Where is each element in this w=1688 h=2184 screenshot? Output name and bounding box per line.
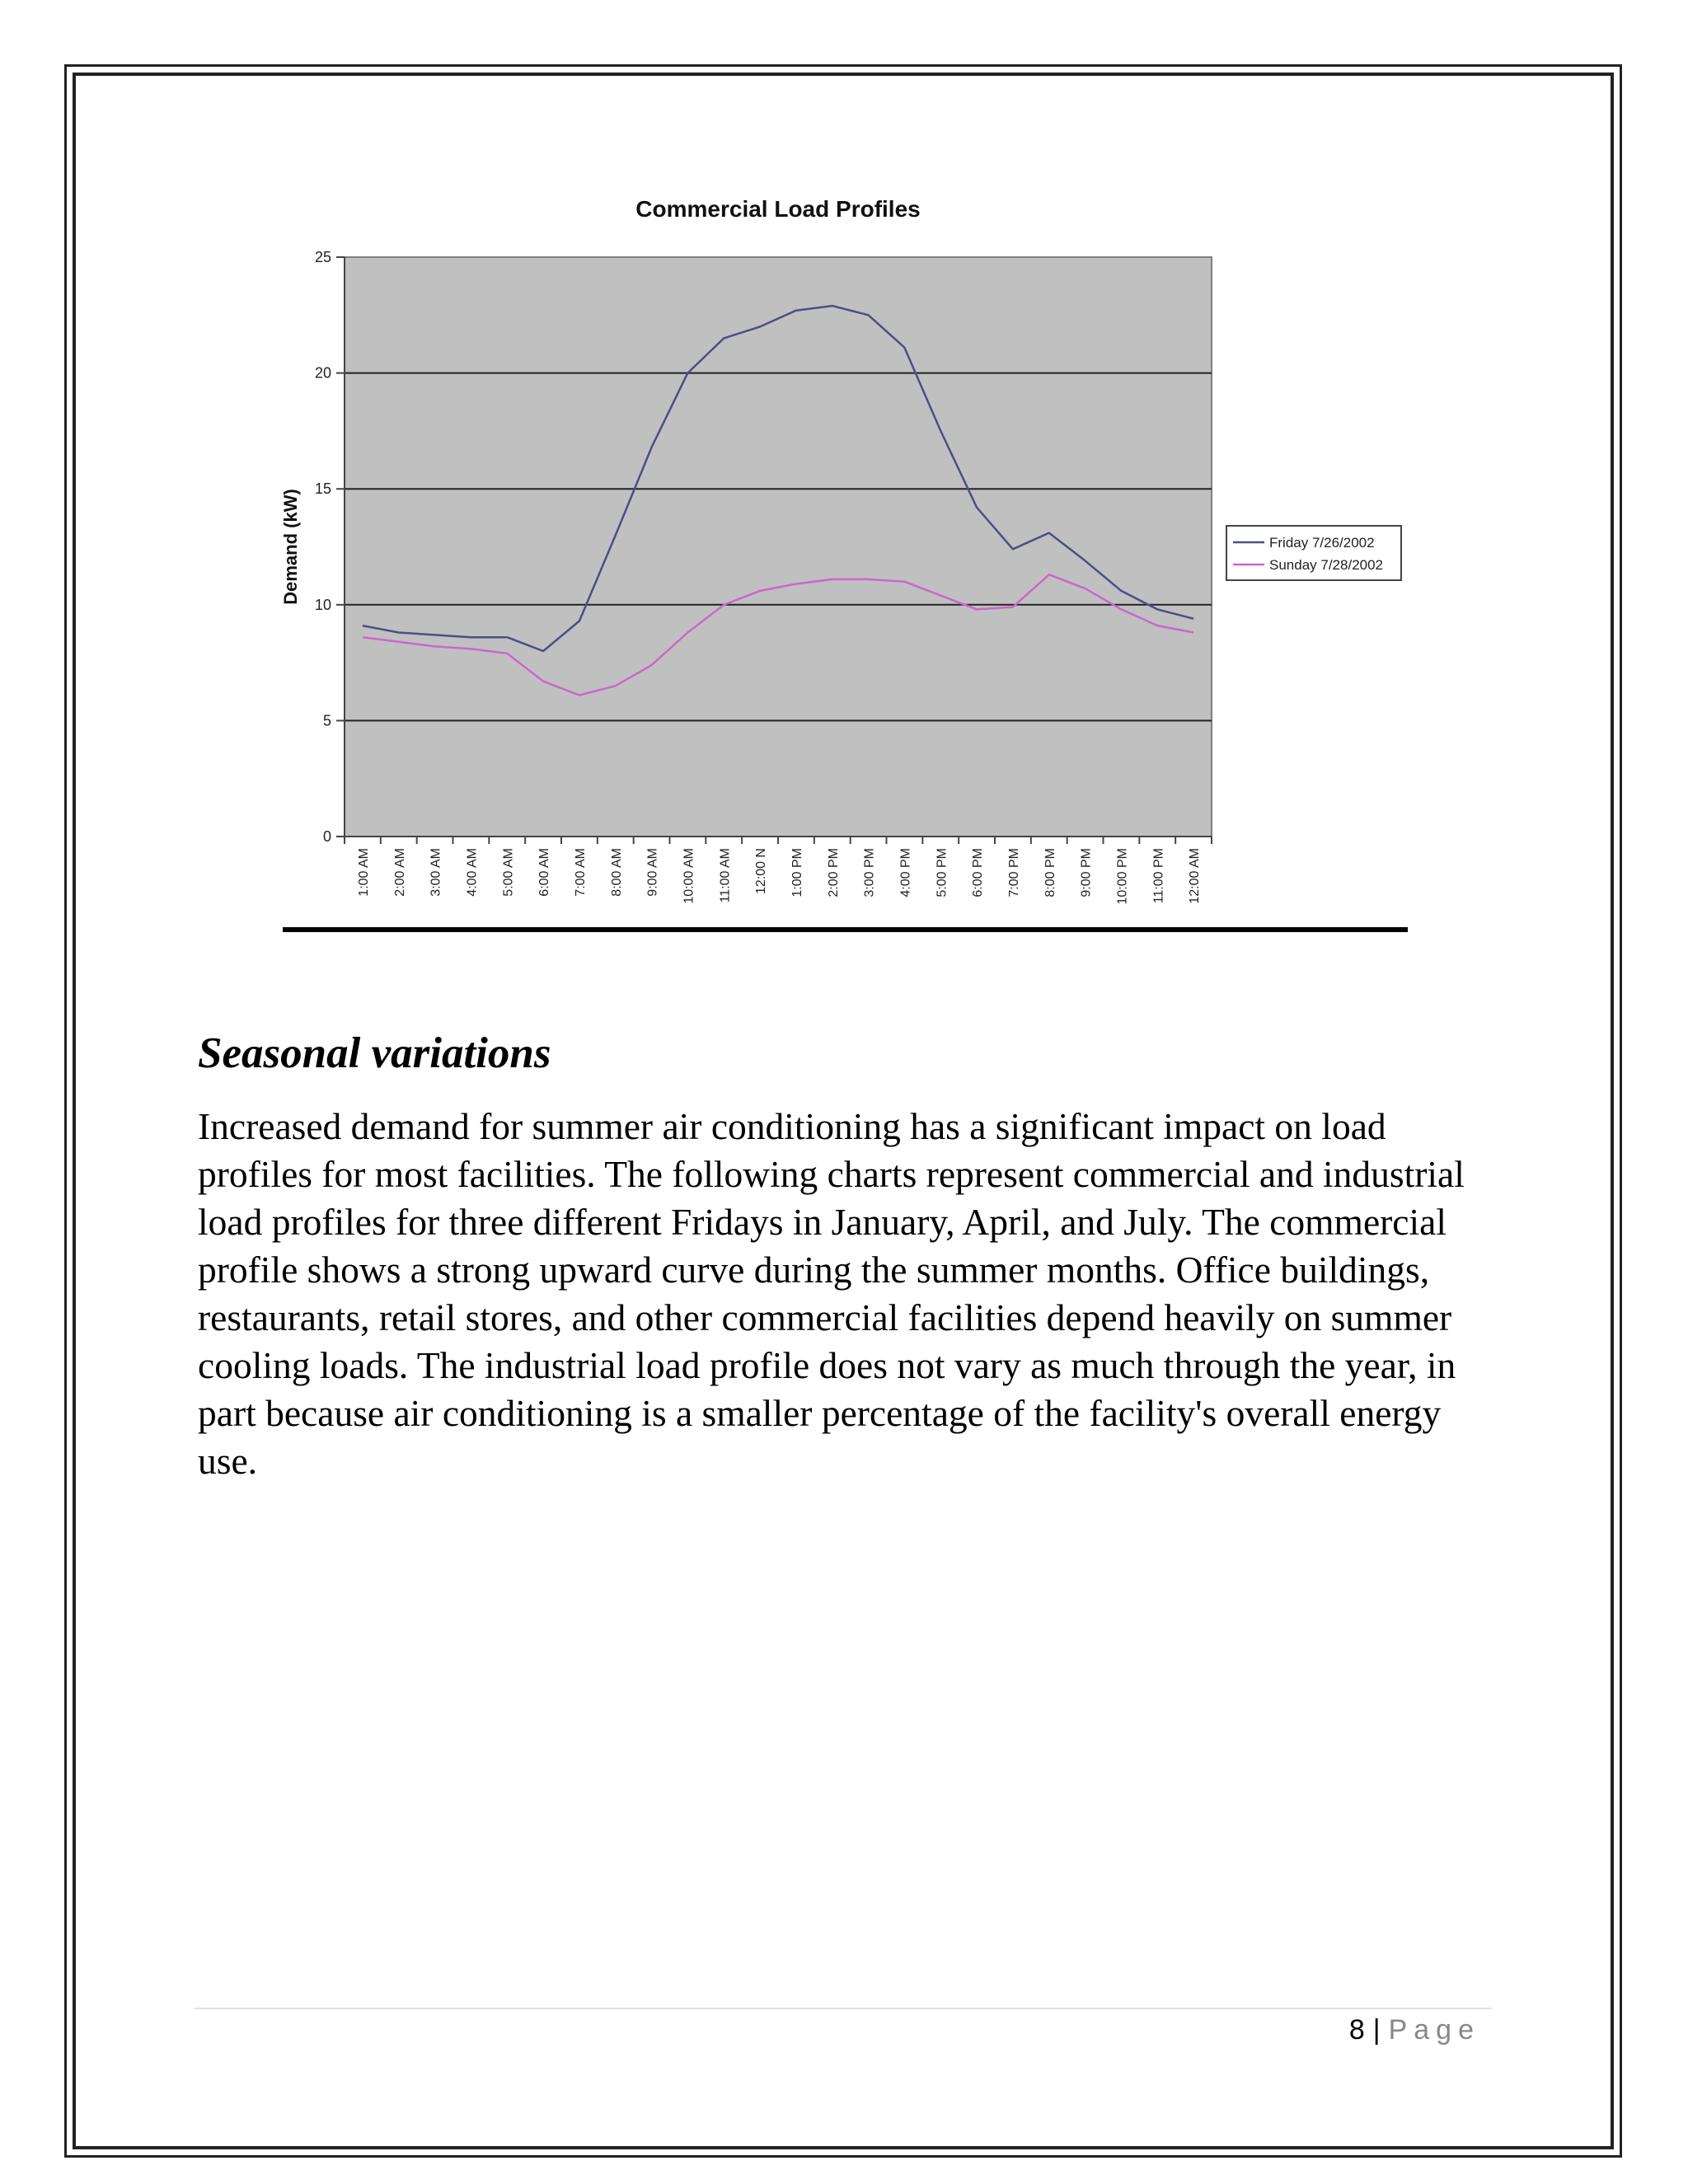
- page-footer: [1349, 2014, 1480, 2046]
- chart-bottom-rule: [283, 927, 1408, 932]
- y-tick-label: 5: [322, 712, 331, 729]
- x-tick-label: 12:00 N: [754, 848, 769, 895]
- x-tick-label: 11:00 PM: [1151, 848, 1166, 904]
- legend-entry: Sunday 7/28/2002: [1269, 557, 1384, 573]
- plot-area: [345, 257, 1212, 837]
- section-body-paragraph: Increased demand for summer air conditioning has a significant impact on load profiles for most facilities. The following charts represent commercial and industrial load profiles for three different Fridays in January, April, and July. The commercial profile shows a strong upward curve during the summer months. Office buildings, restaurants, retail stores, and other commercial facilities depend heavily on summer cooling loads. The industrial load profile does not vary as much through the year, in part because air conditioning is a smaller percentage of the facility's overall energy use.: [198, 1105, 1465, 1482]
- x-tick-label: 9:00 AM: [645, 848, 660, 897]
- footer-rule: [195, 2008, 1492, 2009]
- footer-separator: |: [1372, 2014, 1381, 2046]
- x-tick-label: 9:00 PM: [1079, 848, 1094, 898]
- x-tick-label: 12:00 AM: [1188, 848, 1203, 904]
- x-tick-label: 7:00 AM: [573, 848, 588, 897]
- legend-entry: Friday 7/26/2002: [1269, 535, 1375, 551]
- x-tick-label: 4:00 PM: [898, 848, 913, 898]
- y-tick-label: 15: [314, 480, 331, 498]
- y-tick-label: 25: [314, 249, 331, 265]
- x-tick-label: 3:00 AM: [429, 848, 443, 897]
- y-tick-label: 10: [314, 596, 331, 613]
- x-tick-label: 4:00 AM: [465, 848, 480, 897]
- y-tick-label: 0: [322, 828, 331, 845]
- page-label: Page: [1388, 2014, 1480, 2046]
- page-number: 8: [1348, 2014, 1365, 2046]
- x-tick-label: 10:00 PM: [1115, 848, 1130, 905]
- x-tick-label: 10:00 AM: [682, 848, 696, 904]
- y-axis-label: Demand (kW): [280, 489, 301, 605]
- y-tick-label: 20: [314, 364, 331, 382]
- x-tick-label: 11:00 AM: [718, 848, 733, 903]
- x-tick-label: 1:00 PM: [790, 848, 804, 898]
- commercial-load-profiles-chart: [272, 181, 1426, 940]
- x-tick-label: 2:00 AM: [392, 848, 407, 897]
- x-tick-label: 5:00 AM: [501, 848, 516, 897]
- x-tick-label: 8:00 AM: [609, 848, 624, 897]
- section-heading: Seasonal variations: [198, 1029, 551, 1077]
- x-tick-label: 2:00 PM: [826, 848, 841, 898]
- x-tick-label: 8:00 PM: [1043, 848, 1057, 898]
- x-tick-label: 5:00 PM: [935, 848, 950, 898]
- x-tick-label: 1:00 AM: [356, 848, 371, 897]
- x-tick-label: 6:00 AM: [537, 848, 552, 897]
- chart-title: Commercial Load Profiles: [635, 196, 921, 222]
- x-tick-label: 7:00 PM: [1006, 848, 1021, 898]
- x-tick-label: 3:00 PM: [862, 848, 877, 898]
- x-tick-label: 6:00 PM: [971, 848, 986, 898]
